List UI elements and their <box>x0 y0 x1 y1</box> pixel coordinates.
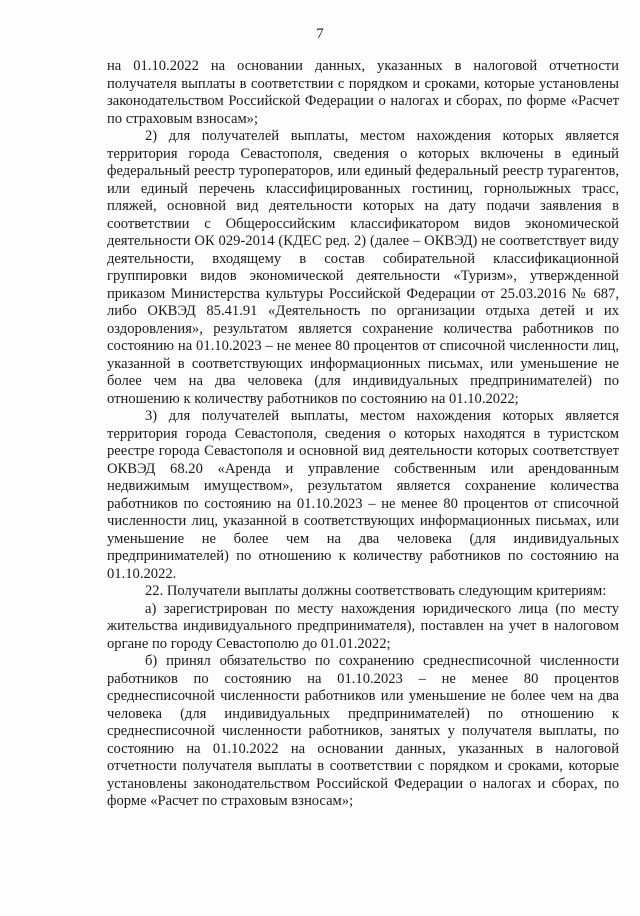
paragraph-criterion-b: б) принял обязательство по сохранению среднесписочной численности работников по состоянию на 01.10.2023 – не менее 80 процентов среднесписочной численности работников или уменьшение не более чем на два человека (для индивидуальных предпринимателей) по отношению к среднесписочной численности работников, занятых у получателя выплаты, по состоянию на 01.10.2022 на основании данных, указанных в налоговой отчетности получателя выплаты в соответствии с порядком и сроками, которые установлены законодательством Российской Федерации о налогах и сборах, по форме «Расчет по страховым взносам»; <box>107 653 619 809</box>
paragraph-item-2: 2) для получателей выплаты, местом нахождения которых является территория города Севастополя, сведения о которых включены в единый федеральный реестр туроператоров, или единый федеральный реестр турагентов, или единый перечень классифицированных гостиниц, горнолыжных трасс, пляжей, основной вид деятельности которых на дату подачи заявления в соответствии с Общероссийским классификатором видов экономической деятельности ОК 029-2014 (КДЕС ред. 2) (далее – ОКВЭД) не соответствует виду деятельности, входящему в состав собирательной классификационной группировки видов экономической деятельности «Туризм», утвержденной приказом Министерства культуры Российской Федерации от 25.03.2016 № 687, либо ОКВЭД 85.41.91 «Деятельность по организации отдыха детей и их оздоровления», результатом является сохранение количества работников по состоянию на 01.10.2023 – не менее 80 процентов от списочной численности лиц, указанной в соответствующих информационных письмах, или уменьшение не более чем на два человека (для индивидуальных предпринимателей) по отношению к количеству работников по состоянию на 01.10.2022; <box>107 128 619 407</box>
paragraph-criterion-a: а) зарегистрирован по месту нахождения юридического лица (по месту жительства индивидуального предпринимателя), поставлен на учет в налоговом органе по городу Севастополю до 01.01.2022; <box>107 600 619 652</box>
document-body <box>107 58 619 811</box>
paragraph-item-3: 3) для получателей выплаты, местом нахождения которых является территория города Севастополя, сведения о которых находятся в туристском реестре города Севастополя и основной вид деятельности которых соответствует ОКВЭД 68.20 «Аренда и управление собственным или арендованным недвижимым имуществом», результатом является сохранение количества работников по состоянию на 01.10.2023 – не менее 80 процентов от списочной численности лиц, указанной в соответствующих информационных письмах, или уменьшение не более чем на два человека (для индивидуальных предпринимателей) по отношению к количеству работников по состоянию на 01.10.2022. <box>107 408 619 582</box>
page-number: 7 <box>316 26 324 42</box>
paragraph-section-22: 22. Получатели выплаты должны соответствовать следующим критериям: <box>145 583 607 599</box>
paragraph-continuation: на 01.10.2022 на основании данных, указанных в налоговой отчетности получателя выплаты в соответствии с порядком и сроками, которые установлены законодательством Российской Федерации о налогах и сборах, по форме «Расчет по страховым взносам»; <box>107 58 619 127</box>
